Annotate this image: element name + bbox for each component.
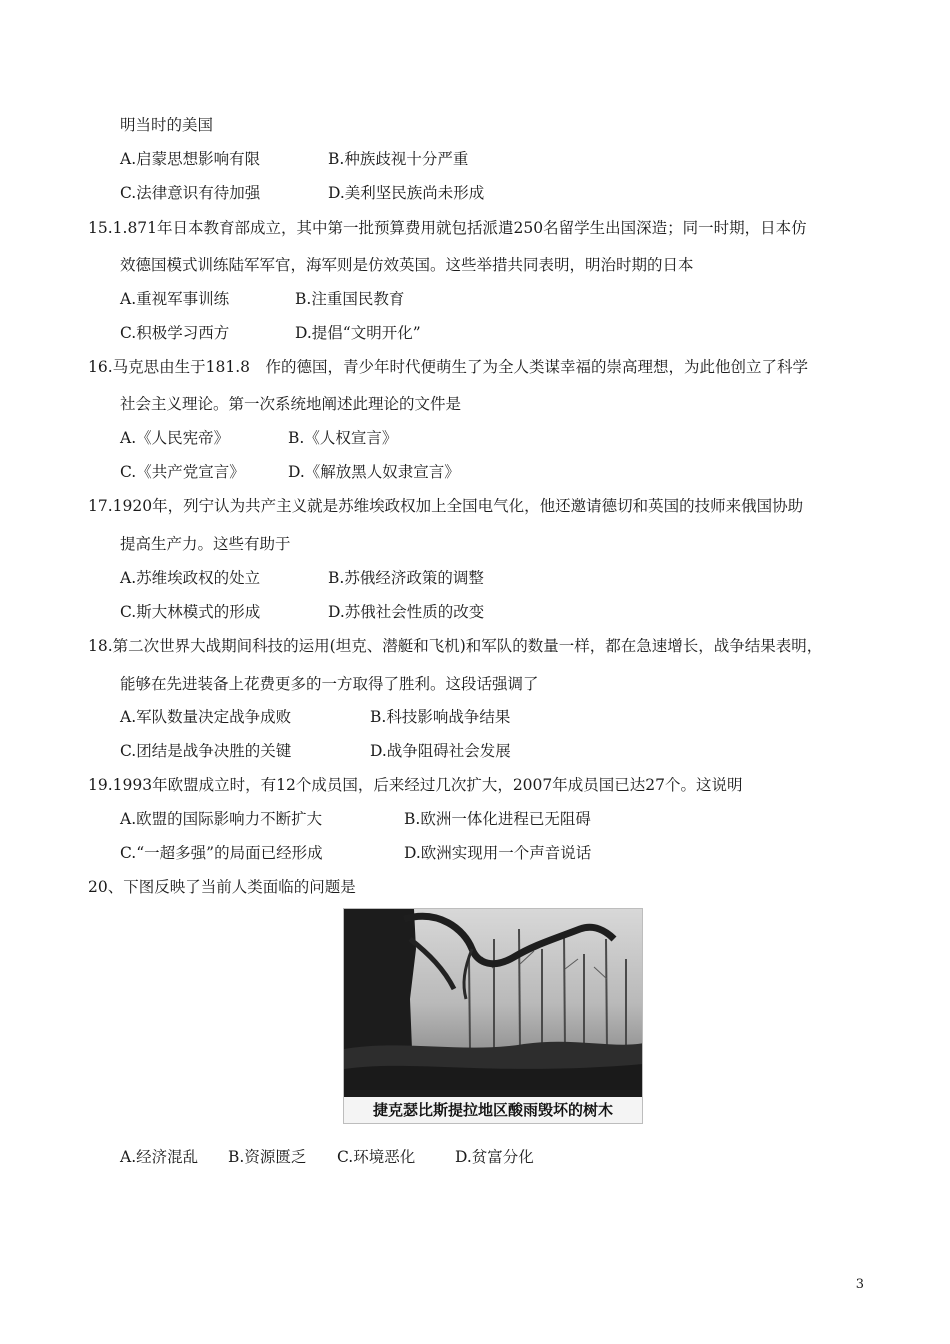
- q20-stem: 20、下图反映了当前人类面临的问题是: [88, 878, 356, 896]
- q18-stem: 18.第二次世界大战期间科技的运用(坦克、潜艇和飞机)和军队的数量一样，都在急速增长，战争结果表明，: [88, 637, 823, 655]
- q16-option-c: C.《共产党宣言》: [120, 463, 245, 481]
- q16-option-b: B.《人权宣言》: [288, 429, 398, 447]
- q15-option-d: D.提倡“文明开化”: [295, 324, 421, 342]
- damaged-trees-image: [344, 909, 643, 1099]
- q19-stem: 19.1993年欧盟成立时，有12个成员国，后来经过几次扩大，2007年成员国已达27个。这说明: [88, 776, 743, 794]
- q18-option-a: A.军队数量决定战争成败: [120, 708, 292, 726]
- q14-option-b: B.种族歧视十分严重: [328, 150, 469, 168]
- figure-caption: 捷克瑟比斯提拉地区酸雨毁坏的树木: [344, 1097, 642, 1123]
- q17-option-d: D.苏俄社会性质的改变: [328, 603, 485, 621]
- q15-continuation: 效德国模式训练陆军军官，海军则是仿效英国。这些举措共同表明，明治时期的日本: [120, 256, 694, 274]
- q16-stem: 16.马克思由生于181.8 作的德国，青少年时代便萌生了为全人类谋幸福的崇高理想，为此他创立了科学: [88, 358, 809, 376]
- q17-option-a: A.苏维埃政权的处立: [120, 569, 261, 587]
- q14-continuation: 明当时的美国: [120, 116, 214, 134]
- q17-continuation: 提高生产力。这些有助于: [120, 535, 291, 553]
- q20-option-a: A.经济混乱: [120, 1148, 199, 1166]
- q18-option-c: C.团结是战争决胜的关键: [120, 742, 292, 760]
- q19-option-b: B.欧洲一体化进程已无阻碍: [404, 810, 591, 828]
- q14-option-c: C.法律意识有待加强: [120, 184, 261, 202]
- q18-option-d: D.战争阻碍社会发展: [370, 742, 511, 760]
- q15-option-a: A.重视军事训练: [120, 290, 230, 308]
- q17-stem: 17.1920年，列宁认为共产主义就是苏维埃政权加上全国电气化，他还邀请德切和英国的技师来俄国协助: [88, 497, 804, 515]
- q16-option-d: D.《解放黑人奴隶宣言》: [288, 463, 460, 481]
- q19-option-d: D.欧洲实现用一个声音说话: [404, 844, 592, 862]
- q15-option-c: C.积极学习西方: [120, 324, 230, 342]
- q17-option-c: C.斯大林模式的形成: [120, 603, 261, 621]
- q14-option-a: A.启蒙思想影响有限: [120, 150, 261, 168]
- q16-option-a: A.《人民宪帝》: [120, 429, 230, 447]
- q17-option-b: B.苏俄经济政策的调整: [328, 569, 484, 587]
- q16-continuation: 社会主义理论。第一次系统地阐述此理论的文件是: [120, 395, 462, 413]
- page-number: 3: [855, 1277, 864, 1292]
- q14-option-d: D.美利坚民族尚未形成: [328, 184, 485, 202]
- q20-option-b: B.资源匮乏: [228, 1148, 307, 1166]
- q20-option-c: C.环境恶化: [337, 1148, 416, 1166]
- q19-option-c: C.“一超多强”的局面已经形成: [120, 844, 323, 862]
- q15-stem: 15.1.871年日本教育部成立，其中第一批预算费用就包括派遣250名留学生出国深造；同一时期，日本仿: [88, 219, 807, 237]
- q20-option-d: D.贫富分化: [455, 1148, 534, 1166]
- q19-option-a: A.欧盟的国际影响力不断扩大: [120, 810, 323, 828]
- q18-continuation: 能够在先进装备上花费更多的一方取得了胜利。这段话强调了: [120, 675, 539, 693]
- acid-rain-photo: [343, 908, 643, 1124]
- q15-option-b: B.注重国民教育: [295, 290, 405, 308]
- q18-option-b: B.科技影响战争结果: [370, 708, 511, 726]
